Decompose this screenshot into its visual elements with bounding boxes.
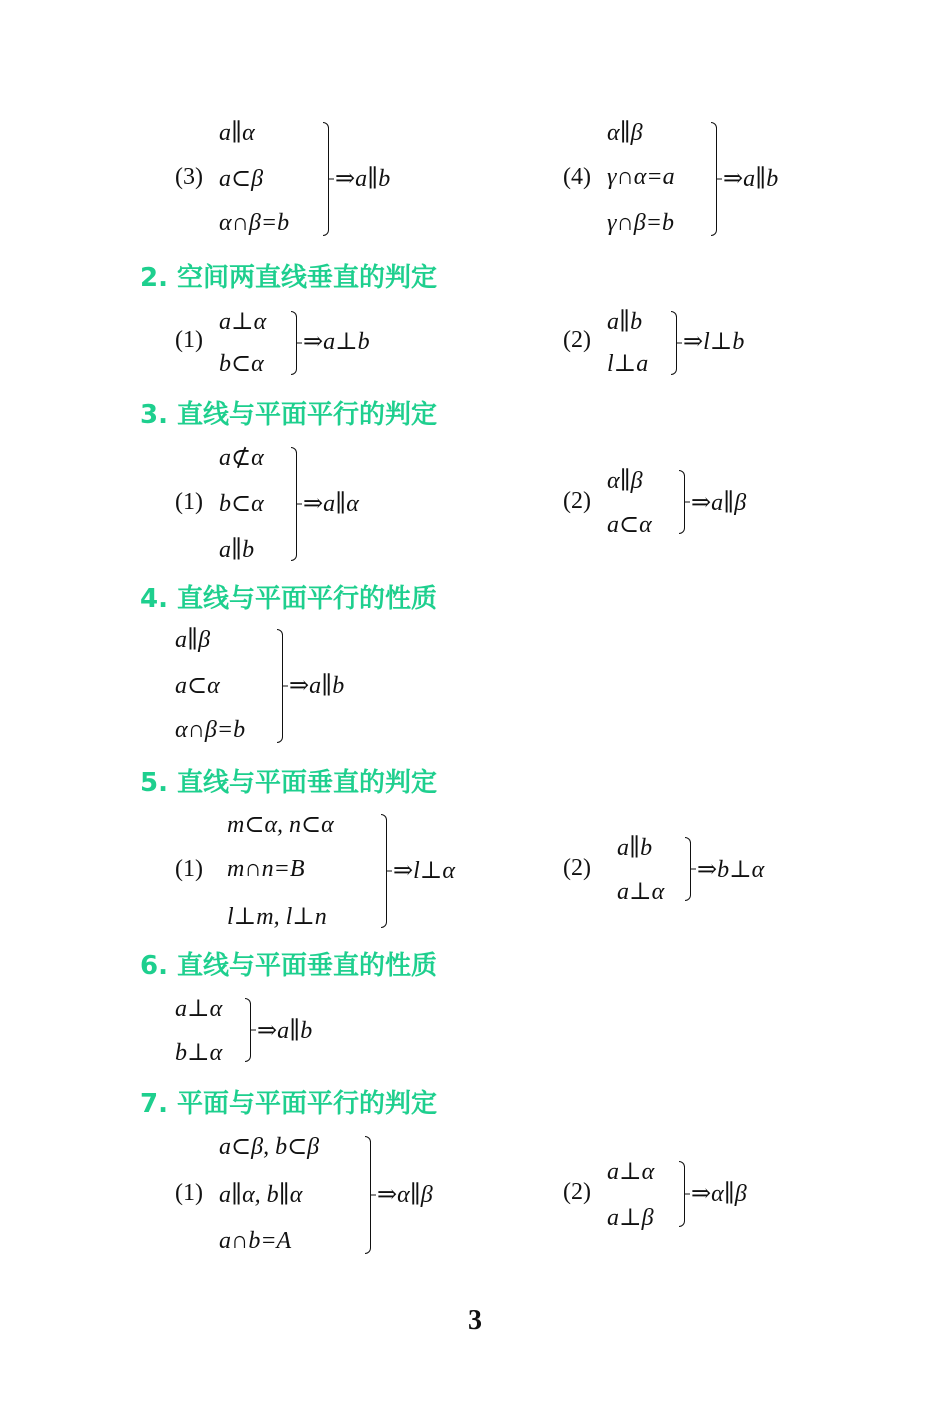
condition-line: b⊂α xyxy=(219,351,264,377)
item-number: (2) xyxy=(563,1179,591,1205)
condition-line: α∩β=b xyxy=(175,717,246,743)
result: ⇒α∥β xyxy=(691,1181,747,1207)
result: ⇒a∥b xyxy=(257,1018,313,1044)
result: ⇒a⊥b xyxy=(303,329,370,355)
condition-line: a⊥β xyxy=(607,1205,654,1231)
brace xyxy=(291,447,297,561)
brace xyxy=(365,1136,371,1254)
result: ⇒b⊥α xyxy=(697,857,765,883)
section-heading-7: 7. 平面与平面平行的判定 xyxy=(140,1089,438,1119)
condition-line: a⊥α xyxy=(219,309,267,335)
condition-line: a∥β xyxy=(175,627,211,653)
condition-line: m∩n=B xyxy=(227,856,305,882)
condition-line: a⊥α xyxy=(607,1159,655,1185)
item-number: (3) xyxy=(175,164,203,190)
item-number: (1) xyxy=(175,327,203,353)
condition-line: a∥α xyxy=(219,120,255,146)
brace xyxy=(685,837,691,901)
result: ⇒a∥b xyxy=(289,673,345,699)
condition-line: α∥β xyxy=(607,468,643,494)
condition-line: a⊂β, b⊂β xyxy=(219,1134,320,1160)
brace xyxy=(291,311,297,375)
item-number: (4) xyxy=(563,164,591,190)
condition-line: a∥b xyxy=(219,537,255,563)
brace xyxy=(679,1161,685,1227)
item-number: (2) xyxy=(563,488,591,514)
brace xyxy=(671,311,677,375)
condition-line: a⊥α xyxy=(617,879,665,905)
condition-line: γ∩α=a xyxy=(607,164,675,190)
result: ⇒a∥β xyxy=(691,490,747,516)
brace xyxy=(277,629,283,743)
condition-line: a⊂β xyxy=(219,166,264,192)
section-heading-2: 2. 空间两直线垂直的判定 xyxy=(140,263,438,293)
brace xyxy=(381,814,387,928)
condition-line: a∩b=A xyxy=(219,1228,292,1254)
condition-line: a∥α, b∥α xyxy=(219,1182,303,1208)
condition-line: l⊥a xyxy=(607,351,649,377)
section-heading-5: 5. 直线与平面垂直的判定 xyxy=(140,768,438,798)
brace xyxy=(679,470,685,534)
brace xyxy=(711,122,717,236)
item-number: (1) xyxy=(175,1180,203,1206)
item-number: (1) xyxy=(175,489,203,515)
brace xyxy=(323,122,329,236)
condition-line: m⊂α, n⊂α xyxy=(227,812,334,838)
condition-line: b⊥α xyxy=(175,1040,223,1066)
section-heading-3: 3. 直线与平面平行的判定 xyxy=(140,400,438,430)
result: ⇒a∥b xyxy=(723,166,779,192)
item-number: (2) xyxy=(563,855,591,881)
result: ⇒l⊥b xyxy=(683,329,745,355)
condition-line: a⊥α xyxy=(175,996,223,1022)
condition-line: a⊄α xyxy=(219,445,264,471)
condition-line: γ∩β=b xyxy=(607,210,674,236)
section-heading-6: 6. 直线与平面垂直的性质 xyxy=(140,951,438,981)
condition-line: α∥β xyxy=(607,120,643,146)
condition-line: α∩β=b xyxy=(219,210,290,236)
item-number: (2) xyxy=(563,327,591,353)
condition-line: a⊂α xyxy=(607,512,652,538)
brace xyxy=(245,998,251,1062)
result: ⇒l⊥α xyxy=(393,858,455,884)
condition-line: a∥b xyxy=(607,309,643,335)
result: ⇒a∥b xyxy=(335,166,391,192)
condition-line: b⊂α xyxy=(219,491,264,517)
result: ⇒a∥α xyxy=(303,491,359,517)
condition-line: a⊂α xyxy=(175,673,220,699)
condition-line: l⊥m, l⊥n xyxy=(227,904,327,930)
condition-line: a∥b xyxy=(617,835,653,861)
page-number: 3 xyxy=(468,1305,482,1336)
item-number: (1) xyxy=(175,856,203,882)
result: ⇒α∥β xyxy=(377,1182,433,1208)
section-heading-4: 4. 直线与平面平行的性质 xyxy=(140,584,438,614)
